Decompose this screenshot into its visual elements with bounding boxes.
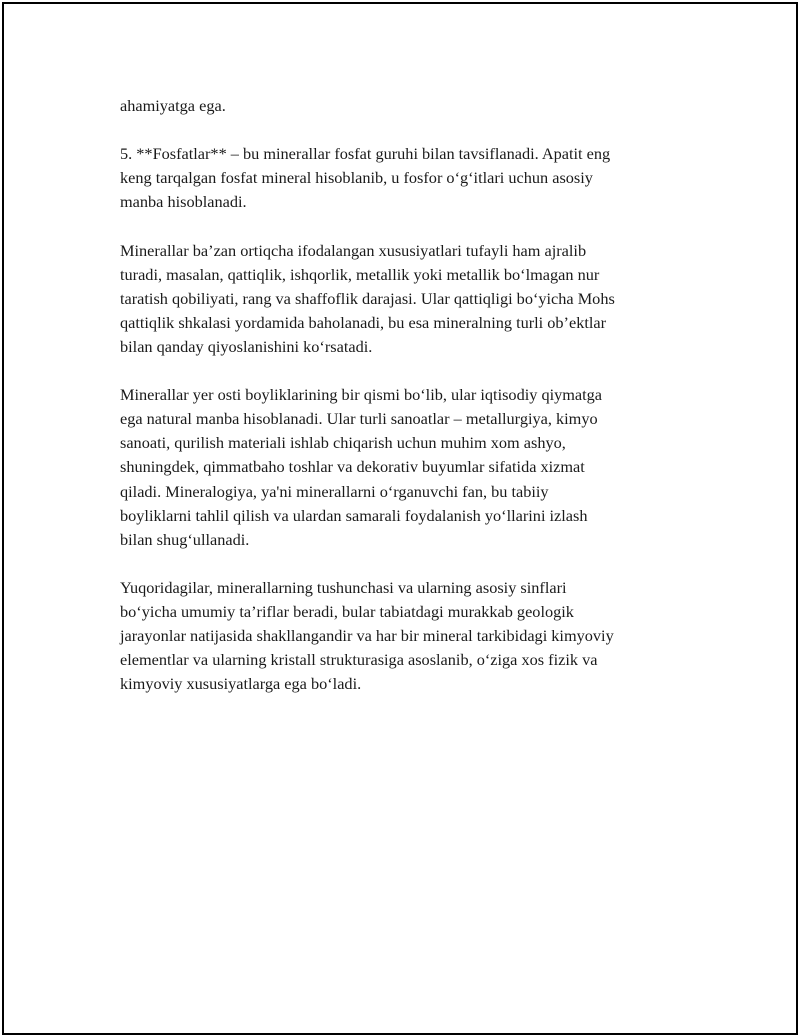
paragraph-summary: Yuqoridagilar, minerallarning tushunchasi va ularning asosiy sinflari bo‘yicha umumiy ta’riflar beradi, bular tabiatdagi murakkab geologik jarayonlar natijasida shakllangandir va har bir mineral tarkibidagi kimyoviy elementlar va ularning kristall strukturasiga asoslanib, o‘ziga xos fizik va kimyoviy xususiyatlarga ega bo‘ladi. — [120, 577, 614, 694]
paragraph-continuation: ahamiyatga ega. — [120, 96, 226, 115]
document-body — [120, 94, 700, 720]
paragraph-phosphates: 5. **Fosfatlar** – bu minerallar fosfat guruhi bilan tavsiflanadi. Apatit eng keng tarqalgan fosfat mineral hisoblanib, u fosfor o‘g‘itlari uchun asosiy manba hisoblanadi. — [120, 144, 611, 212]
paragraph-mineral-properties: Minerallar ba’zan ortiqcha ifodalangan xususiyatlari tufayli ham ajralib turadi, masalan, qattiqlik, ishqorlik, metallik yoki metallik bo‘lmagan nur taratish qobiliyati, rang va shaffoflik darajasi. Ular qattiqligi bo‘yicha Mohs qattiqlik shkalasi yordamida baholanadi, bu esa mineralning turli ob’ektlar bilan qanday qiyoslanishini ko‘rsatadi. — [120, 240, 615, 356]
paragraph-mineral-resources: Minerallar yer osti boyliklarining bir qismi bo‘lib, ular iqtisodiy qiymatga ega natural manba hisoblanadi. Ular turli sanoatlar – metallurgiya, kimyo sanoati, qurilish materiali ishlab chiqarish uchun muhim xom ashyo, shuningdek, qimmatbaho toshlar va dekorativ buyumlar sifatida xizmat qiladi. Mineralogiya, ya'ni minerallarni o‘rganuvchi fan, bu tabiiy boyliklarni tahlil qilish va ulardan samarali foydalanish yo‘llarini izlash bilan shug‘ullanadi. — [120, 385, 603, 549]
document-page — [2, 2, 798, 1035]
